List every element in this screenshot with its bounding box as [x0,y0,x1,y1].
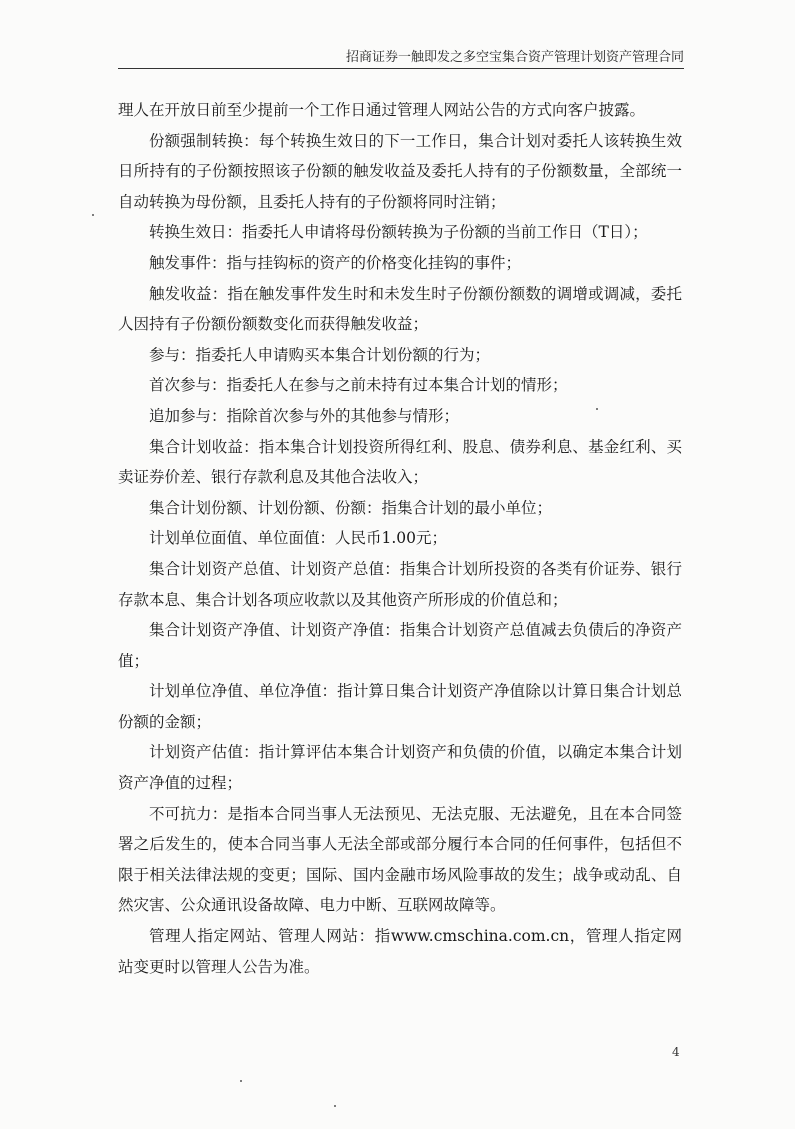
paragraph-share-forced-conversion: 份额强制转换：每个转换生效日的下一工作日，集合计划对委托人该转换生效日所持有的子份额按照该子份额的触发收益及委托人持有的子份额数量，全部统一自动转换为母份额，且委托人持有的子份额将同时注销； [118,131,682,211]
scan-speck [92,214,94,216]
paragraph-net-asset-value: 集合计划资产净值、计划资产净值：指集合计划资产总值减去负债后的净资产值； [118,621,682,670]
paragraph-participation: 参与：指委托人申请购买本集合计划份额的行为； [149,345,491,364]
paragraph-total-asset-value: 集合计划资产总值、计划资产总值：指集合计划所投资的各类有价证券、银行存款本息、集合计划各项应收款以及其他资产所形成的价值总和； [118,559,682,609]
page-number: 4 [672,1045,680,1059]
paragraph-force-majeure: 不可抗力：是指本合同当事人无法预见、无法克服、无法避免，且在本合同签署之后发生的，使本合同当事人无法全部或部分履行本合同的任何事件，包括但不限于相关法律法规的变更；国际、国内金融市场风险事故的发生；战争或动乱、自然灾害、公众通讯设备故障、电力中断、互联网故障等。 [118,804,682,915]
scan-speck [596,408,598,410]
paragraph-manager-website: 管理人指定网站、管理人网站：指www.cmschina.com.cn，管理人指定网站变更时以管理人公告为准。 [118,927,682,976]
contract-body [118,95,682,982]
paragraph-unit-par-value: 计划单位面值、单位面值：人民币1.00元； [149,529,448,548]
header-title: 招商证券一触即发之多空宝集合资产管理计划资产管理合同 [345,50,684,65]
paragraph-trigger-event: 触发事件：指与挂钩标的资产的价格变化挂钩的事件； [149,253,522,272]
paragraph-conversion-effective-date: 转换生效日：指委托人申请将母份额转换为子份额的当前工作日（T日）； [149,223,648,242]
paragraph-first-participation: 首次参与：指委托人在参与之前未持有过本集合计划的情形； [149,376,568,395]
paragraph-plan-share: 集合计划份额、计划份额、份额：指集合计划的最小单位； [149,498,553,517]
scan-speck [334,1105,336,1107]
paragraph-continuation: 理人在开放日前至少提前一个工作日通过管理人网站公告的方式向客户披露。 [118,101,646,119]
paragraph-plan-income: 集合计划收益：指本集合计划投资所得红利、股息、债券利息、基金红利、买卖证券价差、银行存款利息及其他合法收入； [118,437,682,487]
paragraph-additional-participation: 追加参与：指除首次参与外的其他参与情形； [149,406,460,425]
paragraph-trigger-return: 触发收益：指在触发事件发生时和未发生时子份额份额数的调增或调减，委托人因持有子份额份额数变化而获得触发收益； [118,284,682,334]
paragraph-asset-valuation: 计划资产估值：指计算评估本集合计划资产和负债的价值，以确定本集合计划资产净值的过程； [118,743,682,793]
paragraph-unit-net-value: 计划单位净值、单位净值：指计算日集合计划资产净值除以计算日集合计划总份额的金额； [118,682,682,731]
page-header [118,42,684,69]
scan-speck [240,1080,242,1082]
